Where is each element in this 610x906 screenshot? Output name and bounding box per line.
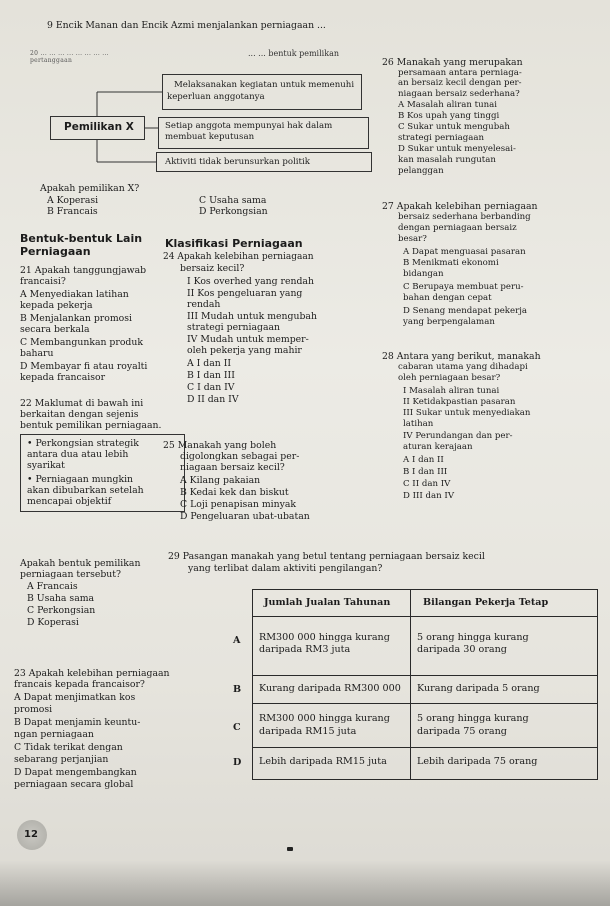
q22-option-a[interactable]: A Francais xyxy=(27,581,78,592)
q29-option-a[interactable]: A xyxy=(233,635,241,646)
q26-stem: an bersaiz kecil dengan per- xyxy=(398,78,522,88)
q20-option-a[interactable]: A Koperasi xyxy=(47,195,99,206)
q20-question: Apakah pemilikan X? xyxy=(40,183,140,194)
q26-stem: niagaan bersaiz sederhana? xyxy=(398,89,520,99)
q26-option-a[interactable]: A Masalah aliran tunai xyxy=(398,100,498,110)
q24-statement: IV Mudah untuk memper- xyxy=(187,334,309,345)
q25-stem: niagaan bersaiz kecil? xyxy=(180,462,285,473)
diagram-box-bottom xyxy=(156,152,372,172)
q25-option-c[interactable]: C Loji penapisan minyak xyxy=(180,499,297,510)
diagram-center-box xyxy=(50,116,145,140)
q22-question: perniagaan tersebut? xyxy=(20,569,121,580)
q28-statement: III Sukar untuk menyediakan xyxy=(403,408,531,418)
q27-option-d[interactable]: D Senang mendapat pekerja xyxy=(403,306,528,316)
q22-stem: bentuk pemilikan perniagaan. xyxy=(20,420,162,431)
q26-option-d-cont: pelanggan xyxy=(398,166,444,176)
q23-stem: francais kepada francaisor? xyxy=(14,679,145,690)
q20-option-c[interactable]: C Usaha sama xyxy=(199,195,267,206)
q23-option-b[interactable]: B Dapat menjamin keuntu- xyxy=(14,717,141,728)
diagram-box-text: Melaksanakan kegiatan untuk memenuhi xyxy=(174,80,355,90)
q21-option-d-cont: kepada francaisor xyxy=(20,372,106,383)
page-number-badge xyxy=(17,820,47,850)
q22-box-line: antara dua atau lebih xyxy=(27,449,129,460)
q28-stem: 28 Antara yang berikut, manakah xyxy=(382,351,541,362)
q22-option-b[interactable]: B Usaha sama xyxy=(27,593,95,604)
q22-box-line: mencapai objektif xyxy=(27,496,112,507)
table-cell-sales: daripada RM15 juta xyxy=(259,726,357,737)
q23-option-c[interactable]: C Tidak terikat dengan xyxy=(14,742,123,753)
q25-option-b[interactable]: B Kedai kek dan biskut xyxy=(180,487,289,498)
q20-option-b[interactable]: B Francais xyxy=(47,206,98,217)
q21-stem: francaisi? xyxy=(20,276,66,287)
q21-stem: 21 Apakah tanggungjawab xyxy=(20,265,147,276)
q24-statement: strategi perniagaan xyxy=(187,322,281,333)
diagram-box-text: membuat keputusan xyxy=(165,132,255,142)
q26-option-d-cont: kan masalah rungutan xyxy=(398,155,496,165)
q27-option-b[interactable]: B Menikmati ekonomi xyxy=(403,258,499,268)
q24-statement: III Mudah untuk mengubah xyxy=(187,311,317,322)
q26-option-c[interactable]: C Sukar untuk mengubah xyxy=(398,122,510,132)
q22-stem: 22 Maklumat di bawah ini xyxy=(20,398,144,409)
q28-option-a[interactable]: A I dan II xyxy=(403,455,444,465)
q27-option-b-cont: bidangan xyxy=(403,269,444,279)
q28-statement: aturan kerajaan xyxy=(403,442,473,452)
q25-stem: digolongkan sebagai per- xyxy=(180,451,300,462)
q24-statement: II Kos pengeluaran yang xyxy=(187,288,303,299)
q27-stem: bersaiz sederhana berbanding xyxy=(398,212,531,222)
q24-option-c[interactable]: C I dan IV xyxy=(187,382,235,393)
q23-stem: 23 Apakah kelebihan perniagaan xyxy=(14,668,170,679)
q19-stem-continuation: ... ... bentuk pemilikan xyxy=(248,49,339,58)
q29-option-d[interactable]: D xyxy=(233,757,242,768)
photo-shadow xyxy=(0,860,610,906)
table-cell-workers: Kurang daripada 5 orang xyxy=(417,683,540,694)
q27-option-c[interactable]: C Berupaya membuat peru- xyxy=(403,282,524,292)
q27-stem: 27 Apakah kelebihan perniagaan xyxy=(382,201,538,212)
q24-option-a[interactable]: A I dan II xyxy=(187,358,232,369)
q28-option-c[interactable]: C II dan IV xyxy=(403,479,451,489)
q21-option-a-cont: kepada pekerja xyxy=(20,300,93,311)
q22-question: Apakah bentuk pemilikan xyxy=(20,558,141,569)
q27-stem: dengan perniagaan bersaiz xyxy=(398,223,517,233)
q26-option-b[interactable]: B Kos upah yang tinggi xyxy=(398,111,500,121)
table-col-divider xyxy=(410,590,411,779)
table-cell-workers: daripada 75 orang xyxy=(417,726,507,737)
q28-statement: latihan xyxy=(403,419,434,429)
q25-option-d[interactable]: D Pengeluaran ubat-ubatan xyxy=(180,511,310,522)
q28-statement: IV Perundangan dan per- xyxy=(403,431,513,441)
table-cell-sales: daripada RM3 juta xyxy=(259,644,351,655)
diagram-box-text: keperluan anggotanya xyxy=(167,92,265,102)
q25-option-a[interactable]: A Kilang pakaian xyxy=(180,475,261,486)
q22-info-box xyxy=(20,434,185,512)
q19-blurred-line: pertanggaan xyxy=(30,57,73,64)
q27-option-c-cont: bahan dengan cepat xyxy=(403,293,492,303)
q24-stem: bersaiz kecil? xyxy=(180,263,245,274)
table-header-workers: Bilangan Pekerja Tetap xyxy=(423,597,549,608)
q28-option-b[interactable]: B I dan III xyxy=(403,467,448,477)
q22-box-line: • Perniagaan mungkin xyxy=(27,474,134,485)
q27-option-d-cont: yang berpengalaman xyxy=(403,317,495,327)
table-cell-workers: Lebih daripada 75 orang xyxy=(417,756,538,767)
q23-option-d-cont: perniagaan secara global xyxy=(14,779,134,790)
q29-option-b[interactable]: B xyxy=(233,684,242,695)
page-mark xyxy=(287,847,293,851)
q22-box-line: syarikat xyxy=(27,460,65,471)
q29-table xyxy=(252,589,598,780)
q24-statement: oleh pekerja yang mahir xyxy=(187,345,302,356)
diagram-box-top xyxy=(162,74,362,110)
diagram-box-text: Aktiviti tidak berunsurkan politik xyxy=(165,157,310,167)
section-heading: Klasifikasi Perniagaan xyxy=(165,237,303,250)
q28-statement: II Ketidakpastian pasaran xyxy=(403,397,516,407)
q28-stem: cabaran utama yang dihadapi xyxy=(398,362,528,372)
table-row-divider xyxy=(253,675,597,676)
q22-box-line: akan dibubarkan setelah xyxy=(27,485,144,496)
table-cell-sales: Lebih daripada RM15 juta xyxy=(259,756,387,767)
q23-option-b-cont: ngan perniagaan xyxy=(14,729,94,740)
diagram-box-mid xyxy=(158,117,369,149)
table-row-divider xyxy=(253,703,597,704)
q22-box-line: • Perkongsian strategik xyxy=(27,438,139,449)
q29-option-c[interactable]: C xyxy=(233,722,241,733)
q22-option-d[interactable]: D Koperasi xyxy=(27,617,79,628)
q21-option-a[interactable]: A Menyediakan latihan xyxy=(20,289,129,300)
table-row-divider xyxy=(253,747,597,748)
q27-stem: besar? xyxy=(398,234,427,244)
q21-option-c[interactable]: C Membangunkan produk xyxy=(20,337,143,348)
table-header-sales: Jumlah Jualan Tahunan xyxy=(264,597,391,608)
q26-option-c-cont: strategi perniagaan xyxy=(398,133,485,143)
q23-option-a-cont: promosi xyxy=(14,704,53,715)
q21-option-b[interactable]: B Menjalankan promosi xyxy=(20,313,132,324)
q28-option-d[interactable]: D III dan IV xyxy=(403,491,455,501)
table-cell-workers: 5 orang hingga kurang xyxy=(417,713,529,724)
page-number: 12 xyxy=(24,829,38,840)
table-cell-workers: 5 orang hingga kurang xyxy=(417,632,529,643)
q24-option-d[interactable]: D II dan IV xyxy=(187,394,239,405)
section-heading: Bentuk-bentuk Lain xyxy=(20,232,143,245)
q22-option-c[interactable]: C Perkongsian xyxy=(27,605,96,616)
q24-option-b[interactable]: B I dan III xyxy=(187,370,235,381)
q22-stem: berkaitan dengan sejenis xyxy=(20,409,139,420)
q21-option-b-cont: secara berkala xyxy=(20,324,90,335)
q28-stem: oleh perniagaan besar? xyxy=(398,373,501,383)
q23-option-d[interactable]: D Dapat mengembangkan xyxy=(14,767,137,778)
q29-stem: yang terlibat dalam aktiviti pengilangan? xyxy=(188,563,383,574)
q21-option-c-cont: baharu xyxy=(20,348,54,359)
diagram-box-text: Setiap anggota mempunyai hak dalam xyxy=(165,121,333,131)
q24-statement: rendah xyxy=(187,299,221,310)
q23-option-a[interactable]: A Dapat menjimatkan kos xyxy=(14,692,136,703)
section-heading: Perniagaan xyxy=(20,245,91,258)
q20-option-d[interactable]: D Perkongsian xyxy=(199,206,268,217)
table-cell-workers: daripada 30 orang xyxy=(417,644,507,655)
diagram-center-label: Pemilikan X xyxy=(64,121,134,133)
table-cell-sales: RM300 000 hingga kurang xyxy=(259,713,390,724)
q21-option-d[interactable]: D Membayar fi atau royalti xyxy=(20,361,148,372)
q26-option-d[interactable]: D Sukar untuk menyelesai- xyxy=(398,144,516,154)
q27-option-a[interactable]: A Dapat menguasai pasaran xyxy=(403,247,526,257)
q29-stem: 29 Pasangan manakah yang betul tentang perniagaan bersaiz kecil xyxy=(168,551,485,562)
table-cell-sales: RM300 000 hingga kurang xyxy=(259,632,390,643)
q24-statement: I Kos overhed yang rendah xyxy=(187,276,314,287)
table-cell-sales: Kurang daripada RM300 000 xyxy=(259,683,401,694)
q28-statement: I Masalah aliran tunai xyxy=(403,386,500,396)
q24-stem: 24 Apakah kelebihan perniagaan xyxy=(163,252,314,262)
q19-stem-line: 9 Encik Manan dan Encik Azmi menjalankan perniagaan ... xyxy=(47,20,326,31)
q26-stem: persamaan antara perniaga- xyxy=(398,68,522,78)
table-row-divider xyxy=(253,616,597,617)
q23-option-c-cont: sebarang perjanjian xyxy=(14,754,109,765)
q26-stem: 26 Manakah yang merupakan xyxy=(382,57,523,68)
q19-blurred-line: 20 ... ... ... ... ... ... ... ... xyxy=(30,50,109,57)
q25-stem: 25 Manakah yang boleh xyxy=(163,440,277,451)
